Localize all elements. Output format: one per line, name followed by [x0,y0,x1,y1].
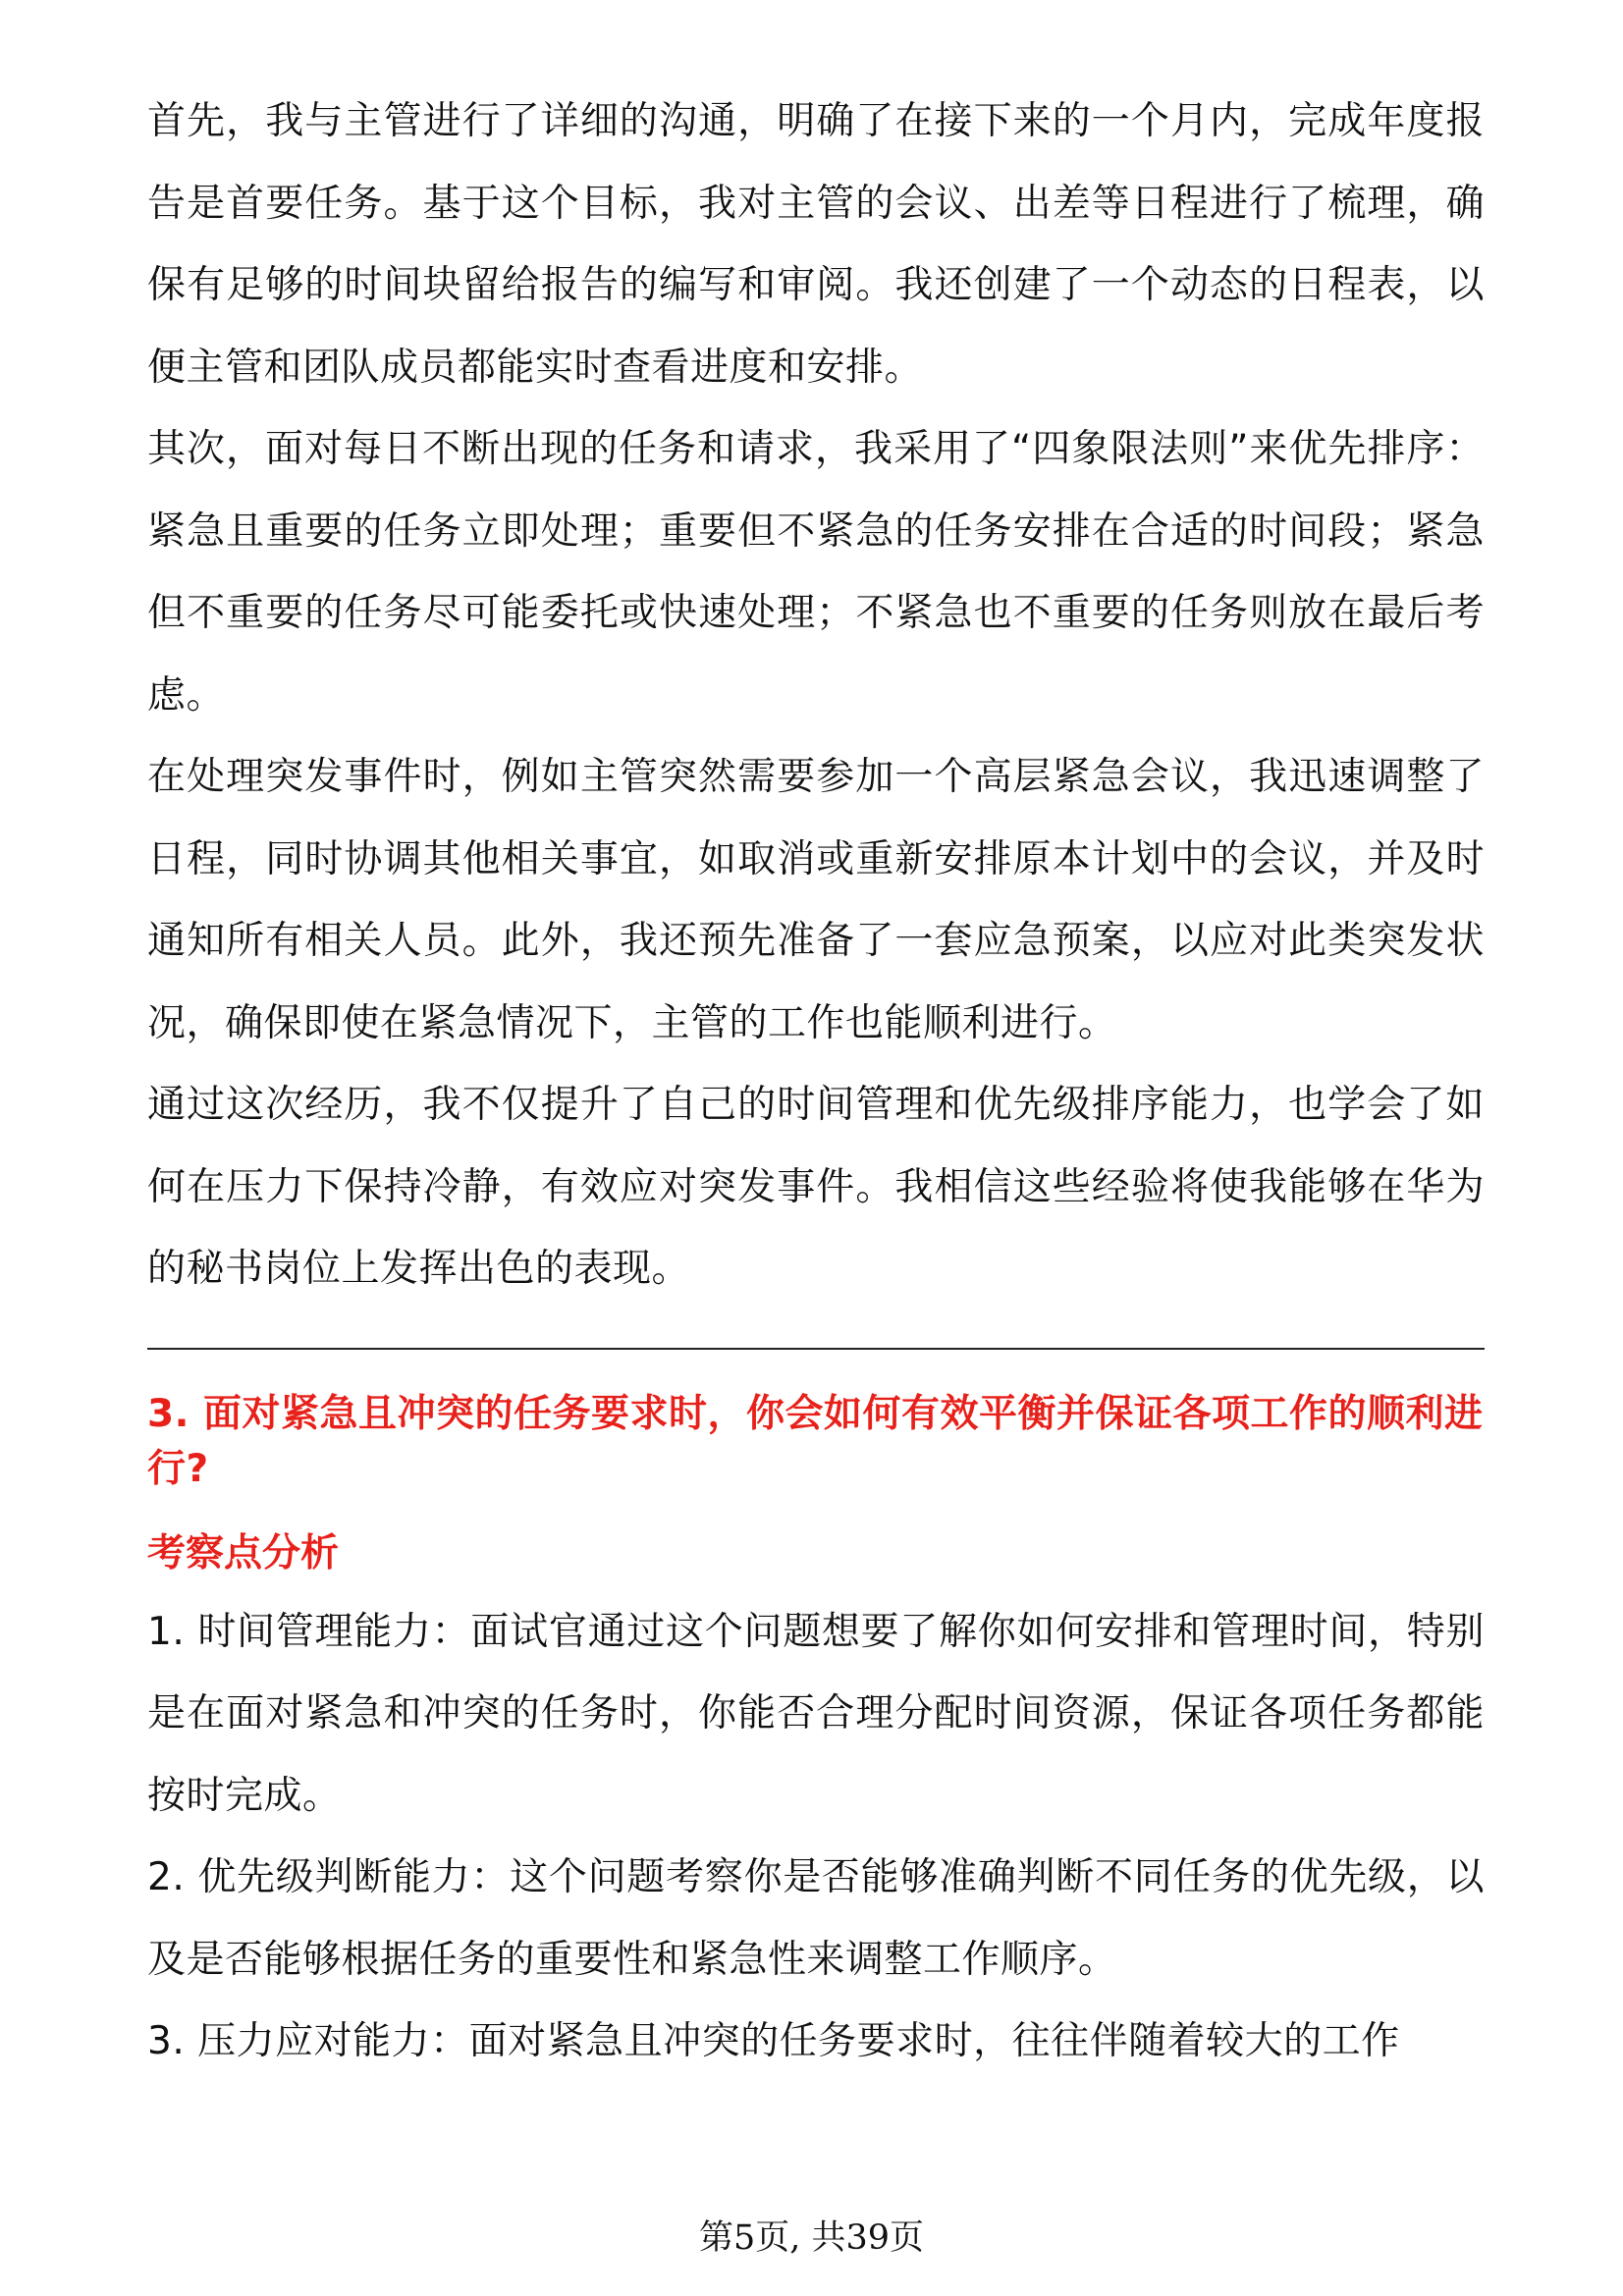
page-number-footer: 第5页, 共39页 [698,2218,925,2258]
analysis-item-2: 2. 优先级判断能力：这个问题考察你是否能够准确判断不同任务的优先级，以及是否能够根据任务的重要性和紧急性来调整工作顺序。 [147,1855,1485,1982]
analysis-title: 考察点分析 [147,1530,340,1575]
body-paragraph-3: 在处理突发事件时，例如主管突然需要参加一个高层紧急会议，我迅速调整了日程，同时协调其他相关事宜，如取消或重新安排原本计划中的会议，并及时通知所有相关人员。此外，我还预先准备了一套应急预案，以应对此类突发状况，确保即使在紧急情况下，主管的工作也能顺利进行。 [147,755,1485,1045]
question-heading: 3. 面对紧急且冲突的任务要求时，你会如何有效平衡并保证各项工作的顺利进行? [147,1391,1484,1491]
section-divider [147,1348,1485,1350]
body-paragraph-2: 其次，面对每日不断出现的任务和请求，我采用了“四象限法则”来优先排序：紧急且重要的任务立即处理；重要但不紧急的任务安排在合适的时间段；紧急但不重要的任务尽可能委托或快速处理；不紧急也不重要的任务则放在最后考虑。 [147,427,1485,718]
analysis-item-1: 1. 时间管理能力：面试官通过这个问题想要了解你如何安排和管理时间，特别是在面对紧急和冲突的任务时，你能否合理分配时间资源，保证各项任务都能按时完成。 [147,1609,1485,1818]
document-page [147,80,1485,2083]
body-paragraph-4: 通过这次经历，我不仅提升了自己的时间管理和优先级排序能力，也学会了如何在压力下保持冷静，有效应对突发事件。我相信这些经验将使我能够在华为的秘书岗位上发挥出色的表现。 [147,1083,1485,1291]
body-paragraph-1: 首先，我与主管进行了详细的沟通，明确了在接下来的一个月内，完成年度报告是首要任务。基于这个目标，我对主管的会议、出差等日程进行了梳理，确保有足够的时间块留给报告的编写和审阅。我还创建了一个动态的日程表，以便主管和团队成员都能实时查看进度和安排。 [147,99,1485,390]
analysis-item-3: 3. 压力应对能力：面对紧急且冲突的任务要求时，往往伴随着较大的工作 [147,2019,1400,2063]
